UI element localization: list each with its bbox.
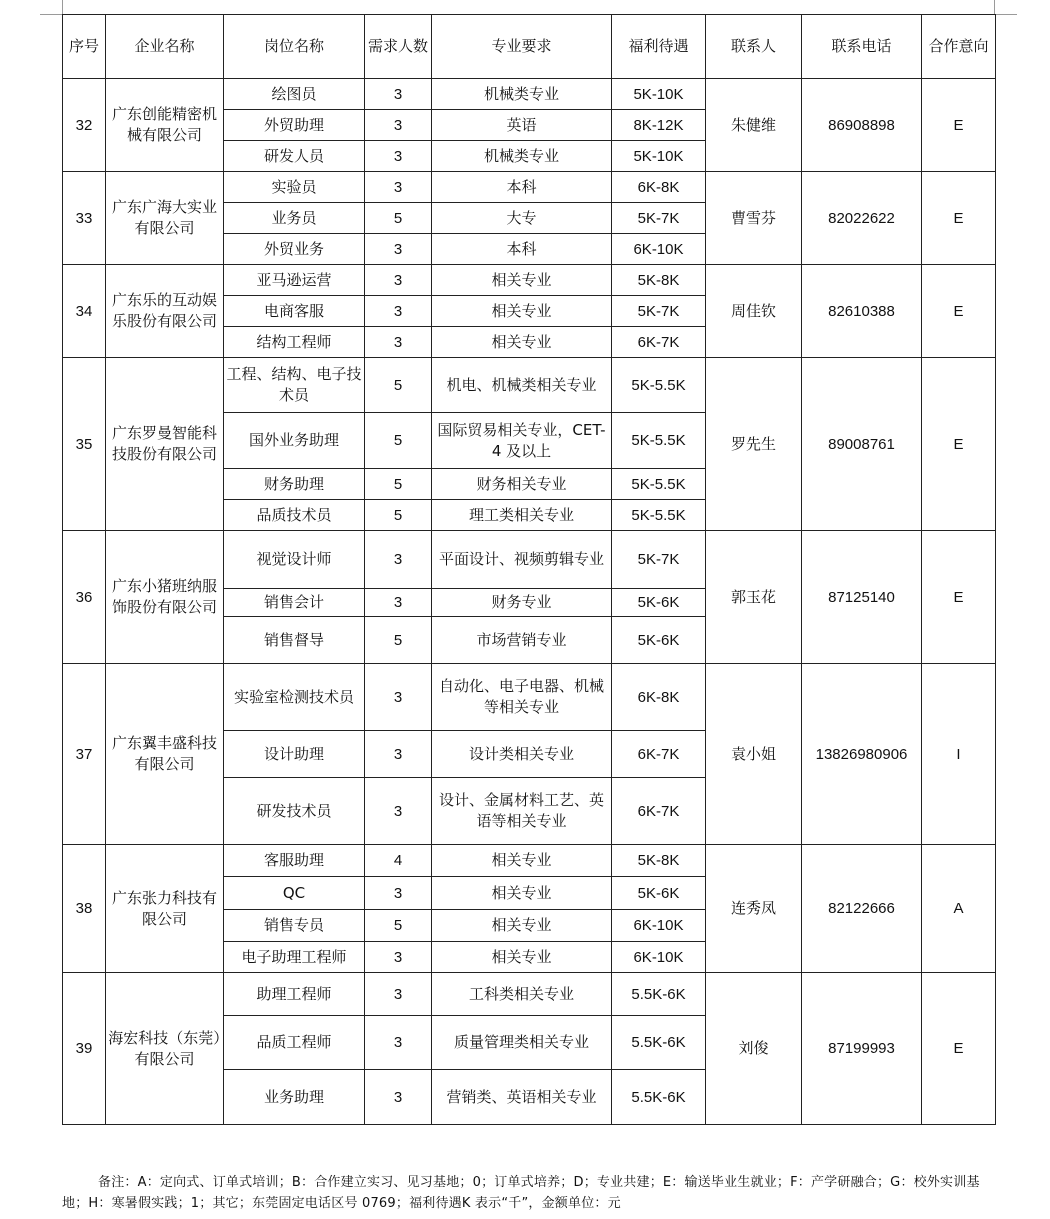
headcount-cell: 3 [365, 942, 432, 973]
headcount-cell: 5 [365, 358, 432, 413]
company-name-cell: 广东创能精密机械有限公司 [106, 79, 224, 172]
headcount-cell: 3 [365, 973, 432, 1016]
headcount-cell: 3 [365, 327, 432, 358]
page-corner-mark-left [40, 0, 63, 15]
salary-cell: 6K-7K [612, 327, 706, 358]
row-number-cell: 38 [63, 845, 106, 973]
salary-cell: 5.5K-6K [612, 1016, 706, 1070]
footnote: 备注：A：定向式、订单式培训；B：合作建立实习、见习基地；0；订单式培养；D；专业共建；E：输送毕业生就业；F：产学研融合；G：校外实训基地；H：寒暑假实践；1；其它；东莞固定电话区号 0769；福利待遇K 表示“千”，金额单位：元 [62, 1175, 980, 1211]
major-requirement-cell: 相关专业 [432, 877, 612, 910]
header-row [63, 15, 996, 79]
major-requirement-cell: 相关专业 [432, 265, 612, 296]
row-number-cell: 32 [63, 79, 106, 172]
job-title-cell: 外贸业务 [224, 234, 365, 265]
phone-cell: 82122666 [802, 845, 922, 973]
job-table [62, 14, 996, 1125]
job-title-cell: 国外业务助理 [224, 413, 365, 469]
contact-person-cell: 朱健维 [706, 79, 802, 172]
salary-cell: 5K-6K [612, 589, 706, 617]
salary-cell: 6K-7K [612, 778, 706, 845]
headcount-cell: 3 [365, 1070, 432, 1125]
salary-cell: 5K-8K [612, 845, 706, 877]
major-requirement-cell: 理工类相关专业 [432, 500, 612, 531]
major-requirement-cell: 财务专业 [432, 589, 612, 617]
job-title-cell: 外贸助理 [224, 110, 365, 141]
major-requirement-cell: 大专 [432, 203, 612, 234]
table-row [63, 664, 996, 731]
headcount-cell: 5 [365, 203, 432, 234]
major-requirement-cell: 机械类专业 [432, 141, 612, 172]
header-cell: 福利待遇 [612, 15, 706, 79]
job-title-cell: 研发人员 [224, 141, 365, 172]
table-row [63, 172, 996, 203]
salary-cell: 6K-10K [612, 910, 706, 942]
salary-cell: 5K-10K [612, 79, 706, 110]
headcount-cell: 3 [365, 141, 432, 172]
phone-cell: 89008761 [802, 358, 922, 531]
major-requirement-cell: 设计类相关专业 [432, 731, 612, 778]
job-title-cell: 设计助理 [224, 731, 365, 778]
header-cell: 岗位名称 [224, 15, 365, 79]
header-cell: 需求人数 [365, 15, 432, 79]
phone-cell: 13826980906 [802, 664, 922, 845]
job-title-cell: 业务助理 [224, 1070, 365, 1125]
salary-cell: 5K-6K [612, 877, 706, 910]
headcount-cell: 3 [365, 589, 432, 617]
headcount-cell: 3 [365, 877, 432, 910]
major-requirement-cell: 自动化、电子电器、机械等相关专业 [432, 664, 612, 731]
major-requirement-cell: 国际贸易相关专业，CET-4 及以上 [432, 413, 612, 469]
company-name-cell: 海宏科技（东莞）有限公司 [106, 973, 224, 1125]
headcount-cell: 3 [365, 234, 432, 265]
major-requirement-cell: 设计、金属材料工艺、英语等相关专业 [432, 778, 612, 845]
salary-cell: 6K-10K [612, 942, 706, 973]
cooperation-intent-cell: I [922, 664, 996, 845]
row-number-cell: 36 [63, 531, 106, 664]
row-number-cell: 37 [63, 664, 106, 845]
salary-cell: 5K-7K [612, 296, 706, 327]
job-title-cell: 销售专员 [224, 910, 365, 942]
company-name-cell: 广东小猪班纳服饰股份有限公司 [106, 531, 224, 664]
contact-person-cell: 袁小姐 [706, 664, 802, 845]
salary-cell: 5K-5.5K [612, 413, 706, 469]
header-cell: 专业要求 [432, 15, 612, 79]
major-requirement-cell: 相关专业 [432, 845, 612, 877]
table-row [63, 265, 996, 296]
cooperation-intent-cell: E [922, 172, 996, 265]
job-title-cell: 销售督导 [224, 617, 365, 664]
headcount-cell: 3 [365, 664, 432, 731]
major-requirement-cell: 本科 [432, 172, 612, 203]
major-requirement-cell: 相关专业 [432, 910, 612, 942]
major-requirement-cell: 相关专业 [432, 942, 612, 973]
salary-cell: 6K-7K [612, 731, 706, 778]
salary-cell: 6K-10K [612, 234, 706, 265]
salary-cell: 6K-8K [612, 664, 706, 731]
job-title-cell: 助理工程师 [224, 973, 365, 1016]
phone-cell: 82610388 [802, 265, 922, 358]
major-requirement-cell: 英语 [432, 110, 612, 141]
job-title-cell: 研发技术员 [224, 778, 365, 845]
salary-cell: 5.5K-6K [612, 1070, 706, 1125]
phone-cell: 87125140 [802, 531, 922, 664]
company-name-cell: 广东乐的互动娱乐股份有限公司 [106, 265, 224, 358]
company-name-cell: 广东翼丰盛科技有限公司 [106, 664, 224, 845]
job-title-cell: 财务助理 [224, 469, 365, 500]
headcount-cell: 3 [365, 778, 432, 845]
job-title-cell: 实验室检测技术员 [224, 664, 365, 731]
major-requirement-cell: 工科类相关专业 [432, 973, 612, 1016]
page-corner-mark-right [994, 0, 1017, 15]
contact-person-cell: 刘俊 [706, 973, 802, 1125]
table-row [63, 79, 996, 110]
salary-cell: 8K-12K [612, 110, 706, 141]
contact-person-cell: 周佳钦 [706, 265, 802, 358]
company-name-cell: 广东罗曼智能科技股份有限公司 [106, 358, 224, 531]
headcount-cell: 5 [365, 413, 432, 469]
table-row [63, 531, 996, 589]
table-row [63, 845, 996, 877]
company-name-cell: 广东广海大实业有限公司 [106, 172, 224, 265]
header-cell: 合作意向 [922, 15, 996, 79]
row-number-cell: 33 [63, 172, 106, 265]
cooperation-intent-cell: E [922, 79, 996, 172]
job-title-cell: 结构工程师 [224, 327, 365, 358]
row-number-cell: 35 [63, 358, 106, 531]
phone-cell: 82022622 [802, 172, 922, 265]
job-title-cell: 业务员 [224, 203, 365, 234]
phone-cell: 86908898 [802, 79, 922, 172]
headcount-cell: 4 [365, 845, 432, 877]
major-requirement-cell: 营销类、英语相关专业 [432, 1070, 612, 1125]
headcount-cell: 5 [365, 617, 432, 664]
row-number-cell: 34 [63, 265, 106, 358]
job-title-cell: 品质技术员 [224, 500, 365, 531]
major-requirement-cell: 相关专业 [432, 327, 612, 358]
job-title-cell: 销售会计 [224, 589, 365, 617]
header-cell: 序号 [63, 15, 106, 79]
job-title-cell: 电子助理工程师 [224, 942, 365, 973]
headcount-cell: 5 [365, 910, 432, 942]
cooperation-intent-cell: E [922, 358, 996, 531]
job-title-cell: 视觉设计师 [224, 531, 365, 589]
headcount-cell: 3 [365, 265, 432, 296]
cooperation-intent-cell: E [922, 531, 996, 664]
headcount-cell: 3 [365, 79, 432, 110]
cooperation-intent-cell: A [922, 845, 996, 973]
salary-cell: 5K-7K [612, 531, 706, 589]
job-title-cell: 电商客服 [224, 296, 365, 327]
headcount-cell: 3 [365, 531, 432, 589]
cooperation-intent-cell: E [922, 265, 996, 358]
header-cell: 企业名称 [106, 15, 224, 79]
job-title-cell: 绘图员 [224, 79, 365, 110]
header-cell: 联系人 [706, 15, 802, 79]
salary-cell: 5K-5.5K [612, 358, 706, 413]
headcount-cell: 3 [365, 110, 432, 141]
header-cell: 联系电话 [802, 15, 922, 79]
contact-person-cell: 连秀凤 [706, 845, 802, 973]
contact-person-cell: 罗先生 [706, 358, 802, 531]
job-title-cell: 亚马逊运营 [224, 265, 365, 296]
company-name-cell: 广东张力科技有限公司 [106, 845, 224, 973]
headcount-cell: 3 [365, 731, 432, 778]
major-requirement-cell: 质量管理类相关专业 [432, 1016, 612, 1070]
headcount-cell: 3 [365, 172, 432, 203]
contact-person-cell: 曹雪芬 [706, 172, 802, 265]
headcount-cell: 5 [365, 500, 432, 531]
salary-cell: 5K-5.5K [612, 500, 706, 531]
job-title-cell: QC [224, 877, 365, 910]
major-requirement-cell: 机电、机械类相关专业 [432, 358, 612, 413]
salary-cell: 5.5K-6K [612, 973, 706, 1016]
job-title-cell: 品质工程师 [224, 1016, 365, 1070]
salary-cell: 5K-6K [612, 617, 706, 664]
salary-cell: 5K-7K [612, 203, 706, 234]
salary-cell: 6K-8K [612, 172, 706, 203]
major-requirement-cell: 机械类专业 [432, 79, 612, 110]
table-row [63, 358, 996, 413]
major-requirement-cell: 财务相关专业 [432, 469, 612, 500]
headcount-cell: 3 [365, 1016, 432, 1070]
table-row [63, 973, 996, 1016]
job-title-cell: 工程、结构、电子技术员 [224, 358, 365, 413]
contact-person-cell: 郭玉花 [706, 531, 802, 664]
headcount-cell: 3 [365, 296, 432, 327]
major-requirement-cell: 市场营销专业 [432, 617, 612, 664]
cooperation-intent-cell: E [922, 973, 996, 1125]
headcount-cell: 5 [365, 469, 432, 500]
row-number-cell: 39 [63, 973, 106, 1125]
phone-cell: 87199993 [802, 973, 922, 1125]
major-requirement-cell: 相关专业 [432, 296, 612, 327]
salary-cell: 5K-10K [612, 141, 706, 172]
salary-cell: 5K-8K [612, 265, 706, 296]
major-requirement-cell: 本科 [432, 234, 612, 265]
salary-cell: 5K-5.5K [612, 469, 706, 500]
job-title-cell: 实验员 [224, 172, 365, 203]
major-requirement-cell: 平面设计、视频剪辑专业 [432, 531, 612, 589]
job-title-cell: 客服助理 [224, 845, 365, 877]
